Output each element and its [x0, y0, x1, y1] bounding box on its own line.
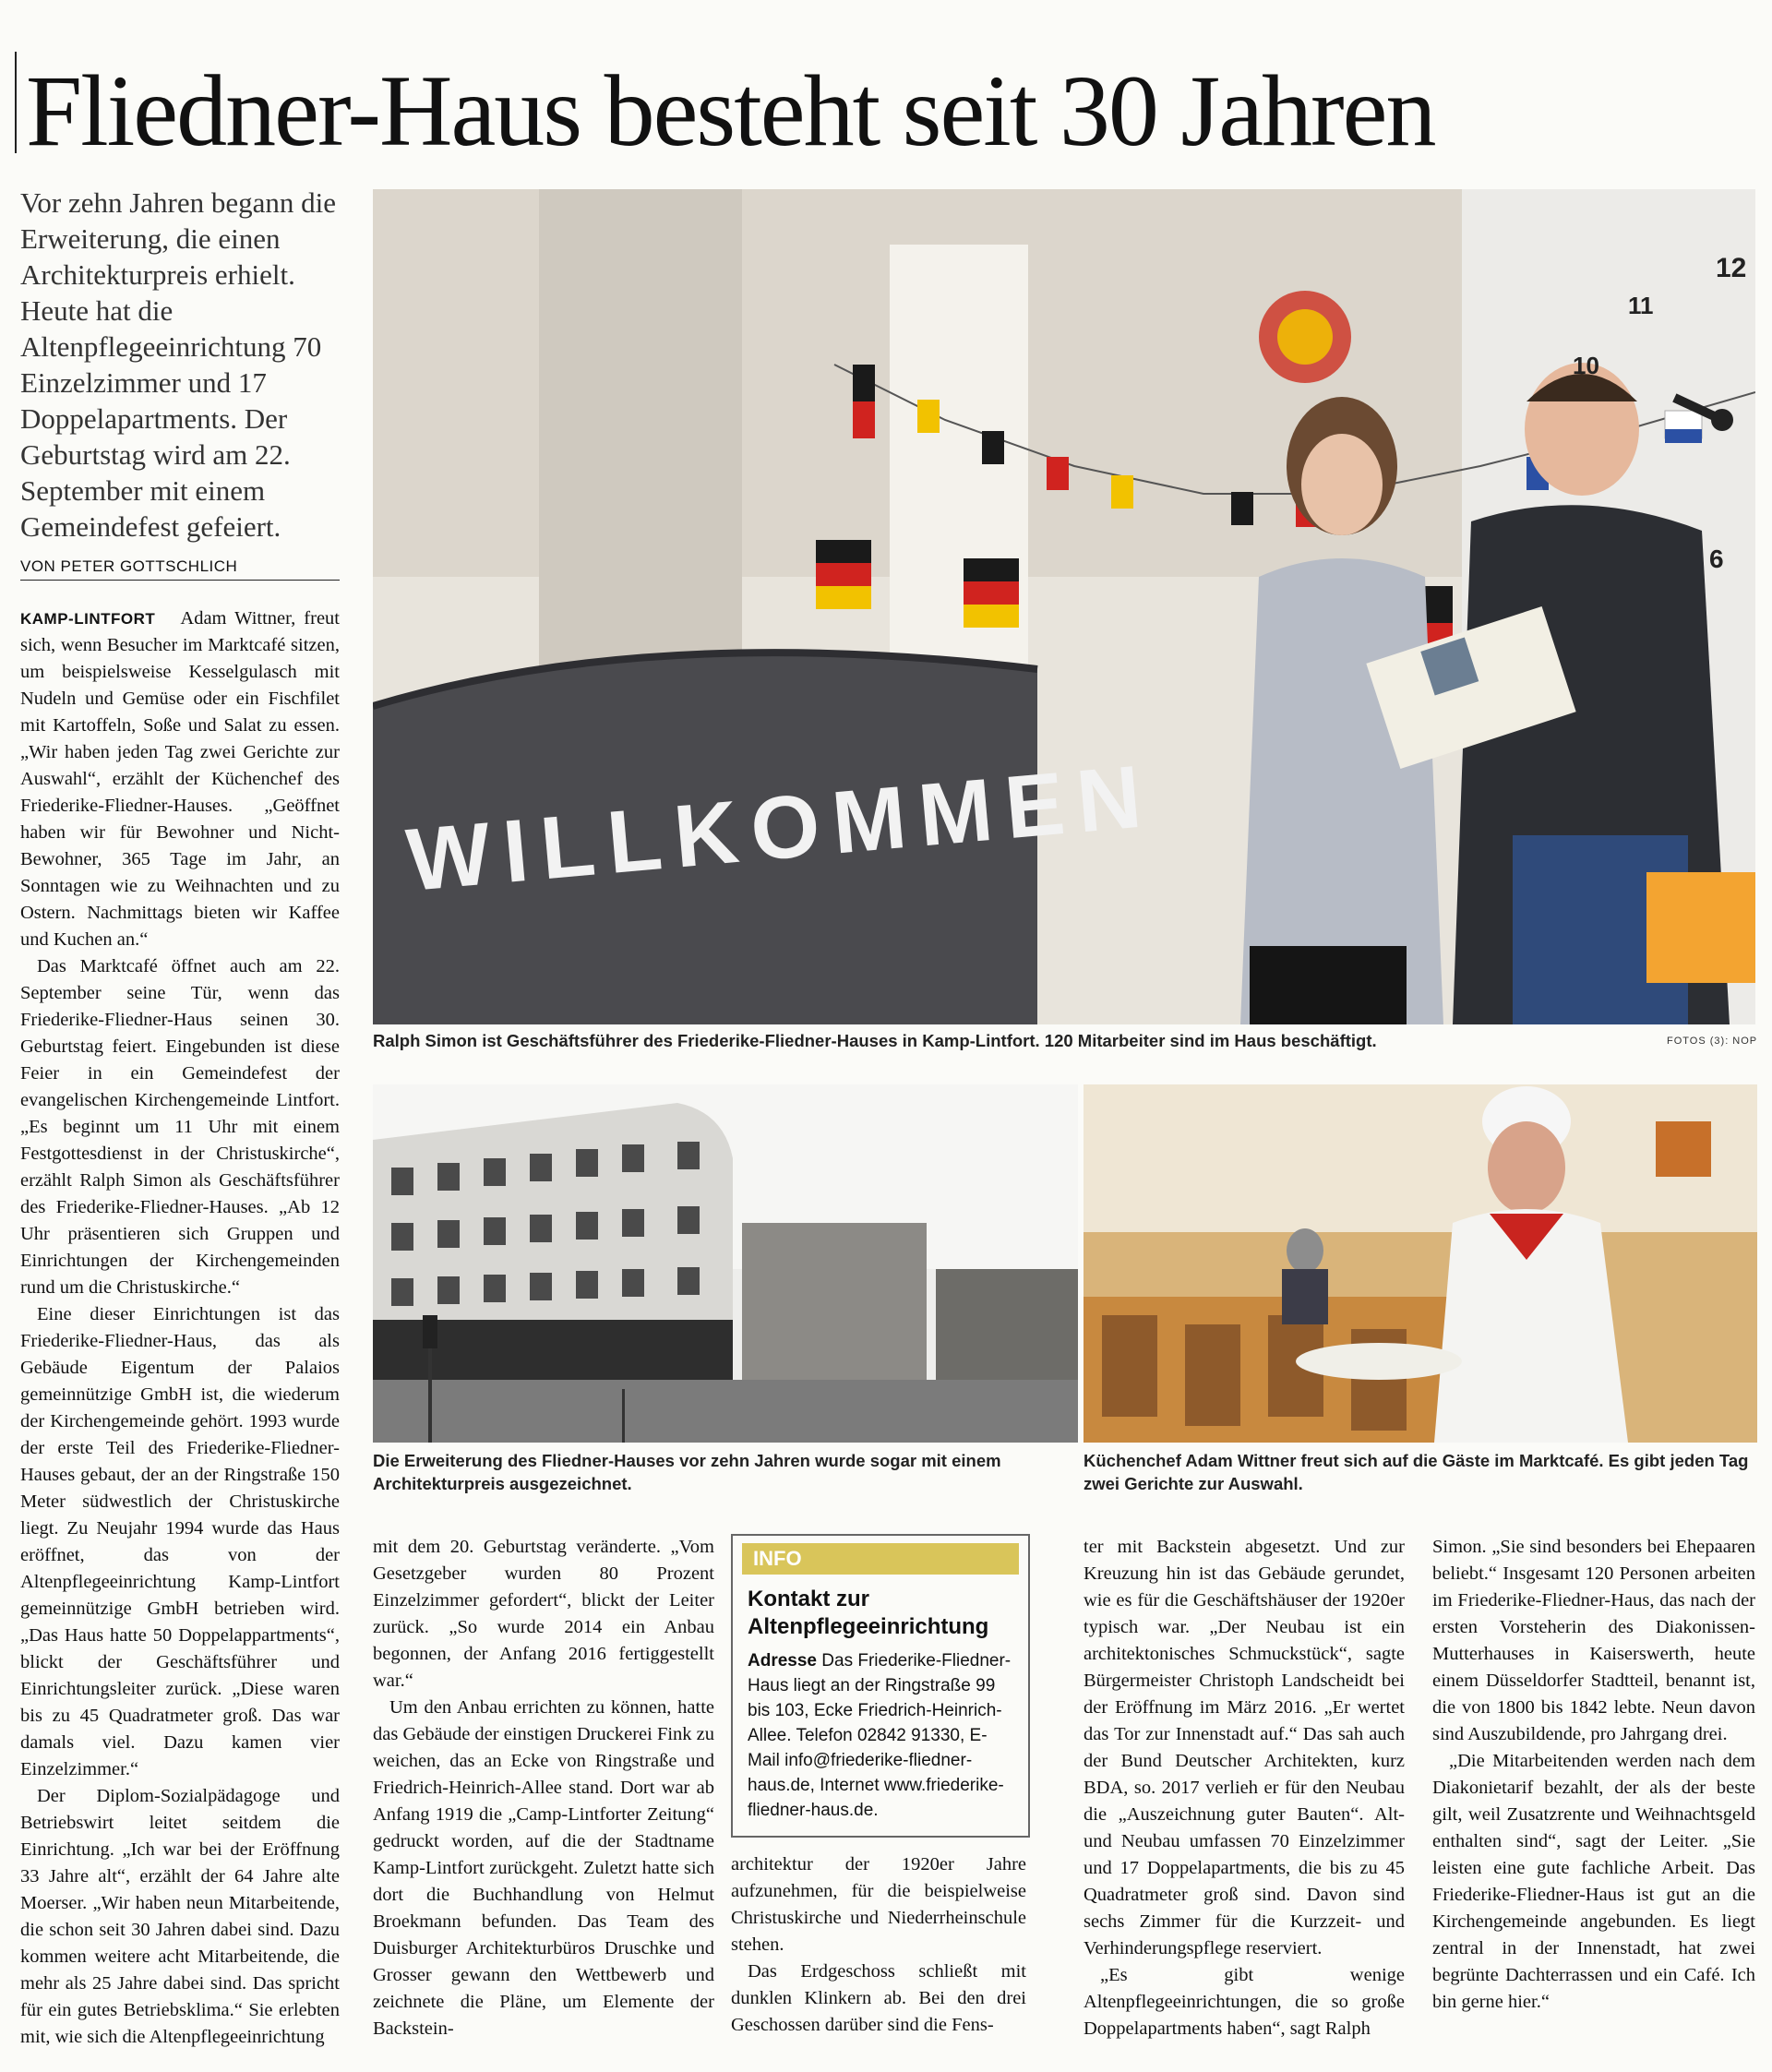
clock-number-10: 10	[1573, 352, 1599, 379]
chef-photo	[1084, 1084, 1757, 1443]
chef-photo-caption: Küchenchef Adam Wittner freut sich auf die Gäste im Marktcafé. Es gibt jeden Tag zwei Gerichte zur Auswahl.	[1084, 1451, 1749, 1493]
article-column-5	[1432, 1534, 1755, 2069]
article-paragraph: mit dem 20. Geburtstag veränderte. „Vom Gesetzgeber wurden 80 Prozent Einzelzimmer gefordert“, blickt der Leiter zurück. „So wurde 2014 ein Anbau begonnen, der Anfang 2016 fertiggestellt war.“	[373, 1537, 714, 1691]
clock-number-11: 11	[1628, 292, 1654, 319]
article-paragraph: „Es gibt wenige Altenpflegeeinrichtungen, die so große Doppelapartments haben“, sagt Ralph	[1084, 1965, 1405, 2039]
article-paragraph: Simon. „Sie sind besonders bei Ehepaaren beliebt.“ Insgesamt 120 Personen arbeiten im Friederike-Fliedner-Haus, das nach der ersten Vorsteherin des Diakonissen-Mutterhauses in Kaiserswerth, heute einem Düsseldorfer Stadtteil, benannt ist, die von 1800 bis 1842 lebte. Neun davon sind Auszubildende, pro Jahrgang drei.	[1432, 1537, 1755, 1744]
info-label: Adresse	[748, 1651, 817, 1671]
photo-credit: FOTOS (3): NOP	[1667, 1036, 1758, 1047]
info-tag: INFO	[742, 1543, 1019, 1575]
article-column-4	[1084, 1534, 1405, 2069]
info-text: Das Friederike-Fliedner-Haus liegt an der Ringstraße 99 bis 103, Ecke Friedrich-Heinrich-Allee. Telefon 02842 91330, E-Mail info@friederike-fliedner-haus.de, Internet www.friederike-fliedner-haus.de.	[748, 1651, 1012, 1820]
article-column-1	[20, 605, 340, 2068]
main-photo-caption: Ralph Simon ist Geschäftsführer des Friederike-Fliedner-Hauses in Kamp-Lintfort. 120 Mitarbeiter sind im Haus beschäftigt.	[373, 1031, 1377, 1050]
article-paragraph: Eine dieser Einrichtungen ist das Friederike-Fliedner-Haus, das als Gebäude Eigentum der Palaios gemeinnützige GmbH ist, die wiederum der Kirchengemeinde gehört. 1993 wurde der erste Teil des Friederike-Fliedner-Hauses gebaut, der an der Ringstraße 150 Meter südwestlich der Christuskirche liegt. Zu Neujahr 1994 wurde das Haus eröffnet, das von der Altenpflegeeinrichtung Kamp-Lintfort gemeinnützige GmbH betrieben wird. „Das Haus hatte 50 Doppelappartments“, blickt der Geschäftsführer und Einrichtungsleiter zurück. „Diese waren bis zu 45 Quadratmeter groß. Das war damals viel. Dazu kamen vier Einzelzimmer.“	[20, 1304, 340, 1779]
headline: Fliedner-Haus besteht seit 30 Jahren	[26, 54, 1435, 167]
main-photo	[373, 189, 1755, 1024]
article-paragraph: Um den Anbau errichten zu können, hatte das Gebäude der einstigen Druckerei Fink zu weichen, das an Ecke von Ringstraße und Friedrich-Heinrich-Allee stand. Dort war ab Anfang 1919 die „Camp-Lintforter Zeitung“ gedruckt worden, auf die der Stadtname Kamp-Lintfort zurückgeht. Zuletzt hatte sich dort die Buchhandlung von Helmut Broekmann befunden. Das Team des Duisburger Architekturbüros Druschke und Grosser gewann den Wettbewerb und zeichnete die Pläne, um Elemente der Backstein-	[373, 1697, 714, 2039]
article-paragraph: KAMP-LINTFORT Adam Wittner, freut sich, wenn Besucher im Marktcafé sitzen, um beispielsweise Kesselgulasch mit Nudeln und Gemüse oder ein Fischfilet mit Kartoffeln, Soße und Salat zu essen. „Wir haben jeden Tag zwei Gerichte zur Auswahl“, erzählt der Küchenchef des Friederike-Fliedner-Hauses. „Geöffnet haben wir für Bewohner und Nicht-Bewohner, 365 Tage im Jahr, an Sonntagen wie zu Weihnachten und zu Ostern. Nachmittags bieten wir Kaffee und Kuchen an.“	[20, 608, 340, 950]
headline-rule	[15, 52, 17, 153]
clock-number-6: 6	[1709, 545, 1724, 573]
article-column-3	[731, 1851, 1026, 2068]
article-paragraph: ter mit Backstein abgesetzt. Und zur Kreuzung hin ist das Gebäude gerundet, wie es für die Geschäftshäuser der 1920er typisch war. „Der Neubau ist ein architektonisches Schmuckstück“, sagte Bürgermeister Christoph Landscheidt bei der Eröffnung im März 2016. „Er wertet das Tor zur Innenstadt auf.“ Das sah auch der Bund Deutscher Architekten, kurz BDA, so. 2017 verlieh er für den Neubau die „Auszeichnung guter Bauten“. Alt- und Neubau umfassen 70 Einzelzimmer und 17 Doppelapartments, die bis zu 45 Quadratmeter groß sind. Davon sind sechs Zimmer für die Kurzzeit- und Verhinderungspflege reserviert.	[1084, 1537, 1405, 1958]
building-photo-caption: Die Erweiterung des Fliedner-Hauses vor zehn Jahren wurde sogar mit einem Architekturpreis ausgezeichnet.	[373, 1451, 1001, 1493]
article-paragraph: architektur der 1920er Jahre aufzunehmen, für die beispielweise Christuskirche und Niederrheinschule stehen.	[731, 1854, 1026, 1955]
willkommen-counter-text: WILLKOMMEN	[402, 746, 1158, 910]
dateline: KAMP-LINTFORT	[20, 610, 156, 628]
article-column-2	[373, 1534, 714, 2069]
article-paragraph: Das Erdgeschoss schließt mit dunklen Klinkern ab. Bei den drei Geschossen darüber sind die Fens-	[731, 1961, 1026, 2035]
clock-number-12: 12	[1716, 253, 1747, 283]
article-paragraph: „Die Mitarbeitenden werden nach dem Diakonietarif bezahlt, der als der beste gilt, weil Zusatzrente und Weihnachtsgeld enthalten sind“, sagt der Leiter. „Sie leisten eine gute fachliche Arbeit. Das Friederike-Fliedner-Haus ist gut an die Kirchengemeinde angebunden. Es liegt zentral in der Innenstadt, hat zwei begrünte Dachterrassen und ein Café. Ich bin gerne hier.“	[1432, 1751, 1755, 2012]
info-title: Kontakt zur Altenpflegeeinrichtung	[748, 1587, 989, 1639]
building-photo	[373, 1084, 1078, 1443]
info-box	[731, 1534, 1030, 1838]
article-paragraph: Der Diplom-Sozialpädagoge und Betriebswirt leitet seitdem die Einrichtung. „Ich war bei der Eröffnung 33 Jahre alt“, erzählt der 64 Jahre alte Moerser. „Wir haben neun Mitarbeitende, die schon seit 30 Jahren dabei sind. Dazu kommen weitere acht Mitarbeitende, die mehr als 25 Jahre dabei sind. Das spricht für ein gutes Betriebsklima.“ Sie erlebten mit, wie sich die Altenpflegeeinrichtung	[20, 1786, 340, 2047]
lede: Vor zehn Jahren begann die Erweiterung, die einen Architekturpreis erhielt. Heute hat die Altenpflegeeinrichtung 70 Einzelzimmer und 17 Doppelapartments. Der Geburtstag wird am 22. September mit einem Gemeindefest gefeiert.	[20, 186, 337, 543]
article-paragraph: Das Marktcafé öffnet auch am 22. September seine Tür, wenn das Friederike-Fliedner-Haus seinen 30. Geburtstag feiert. Eingebunden ist diese Feier in ein Gemeindefest der evangelischen Kirchengemeinde Lintfort. „Es beginnt um 11 Uhr mit einem Festgottesdienst in der Christuskirche“, erzählt Ralph Simon als Geschäftsführer des Friederike-Fliedner-Hauses. „Ab 12 Uhr präsentieren sich Gruppen und Einrichtungen der Kirchengemeinden rund um die Christuskirche.“	[20, 956, 340, 1298]
info-body	[748, 1648, 1013, 1823]
byline: VON PETER GOTTSCHLICH	[20, 557, 340, 581]
